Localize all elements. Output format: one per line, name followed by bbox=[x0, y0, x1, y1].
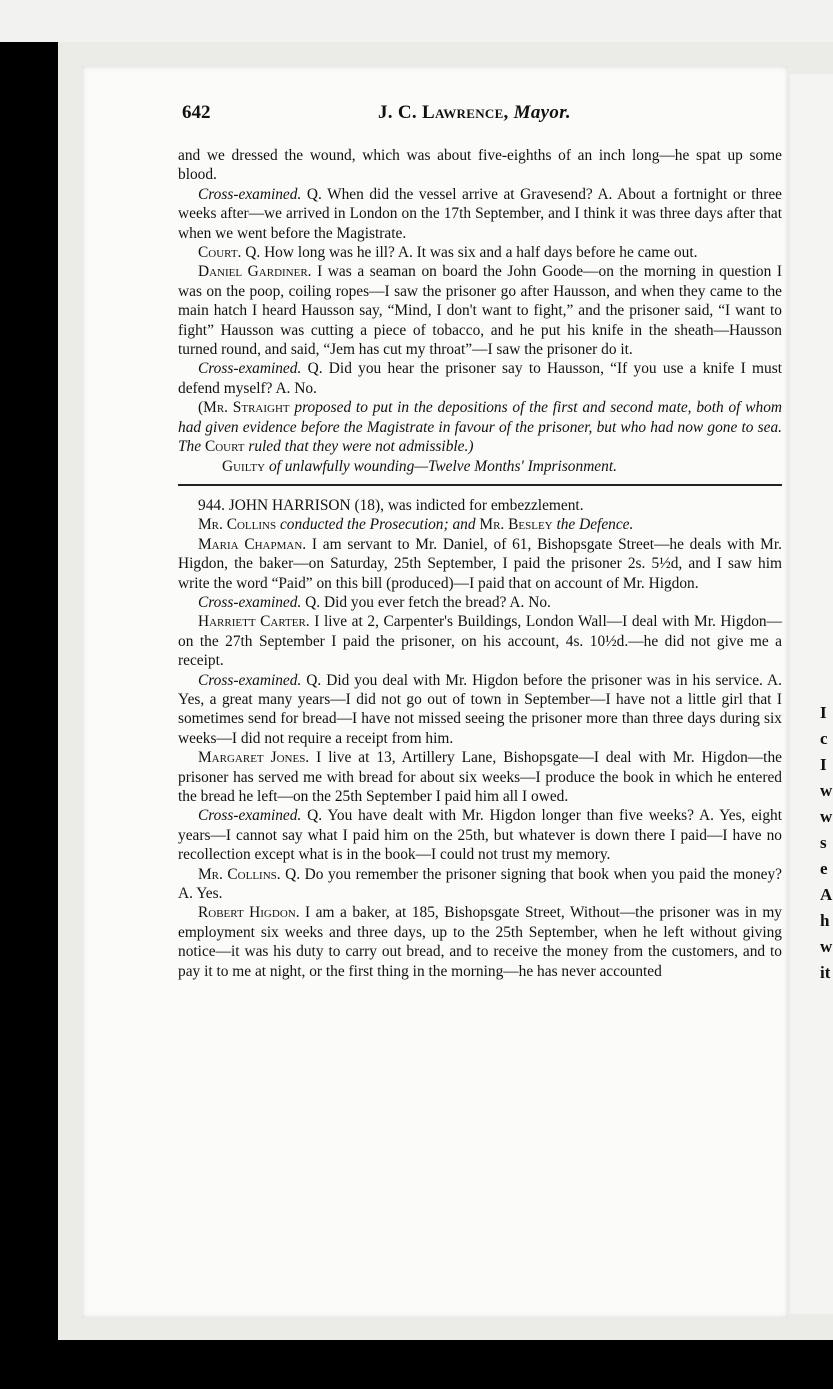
body-text bbox=[178, 146, 782, 981]
facing-page-edge bbox=[790, 74, 833, 1314]
counsel-line: Mr. Collins conducted the Prosecution; and Mr. Besley the Defence. bbox=[198, 516, 634, 534]
paragraph: Court. Q. How long was he ill? A. It was six and a half days before he came out. bbox=[198, 244, 698, 262]
running-head-title: Mayor. bbox=[513, 102, 571, 123]
paragraph: Margaret Jones. I live at 13, Artillery Lane, Bishopsgate—I deal with Mr. Higdon—the prisoner has served me with bread for about six weeks—I produce the book in which he entered the bread he left—on the 25th September I paid him all I owed. bbox=[178, 749, 782, 805]
fragment: w bbox=[820, 781, 833, 800]
paragraph: Daniel Gardiner. I was a seaman on board the John Goode—on the morning in question I was on the poop, coiling ropes—I saw the prisoner go after Hausson, and when they came to the main hatch I heard Hausson say, “Mind, I don't want to fight,” and the prisoner said, “I want to fight” Hausson was cutting a piece of tobacco, and he put his knife in the sheath—Hausson turned round, and said, “Jem has cut my throat”—I saw the prisoner do it. bbox=[178, 263, 782, 359]
top-margin-strip bbox=[0, 0, 833, 42]
fragment: h bbox=[820, 911, 830, 930]
paragraph: and we dressed the wound, which was about five-eighths of an inch long—he spat up some blood. bbox=[178, 147, 782, 184]
case-divider bbox=[178, 484, 782, 486]
page-number: 642 bbox=[182, 102, 211, 123]
facing-page-fragments bbox=[820, 700, 833, 986]
fragment: c bbox=[820, 729, 828, 748]
paragraph: Cross-examined. Q. Did you ever fetch the bread? A. No. bbox=[198, 593, 551, 611]
paragraph: Robert Higdon. I am a baker, at 185, Bishopsgate Street, Without—the prisoner was in my employment six weeks and three days, up to the 25th September, when he left without giving notice—it was his duty to carry out bread, and to receive the money from the customers, and to pay it to me at night, or the first thing in the morning—he has never accounted bbox=[178, 904, 782, 980]
paragraph: Cross-examined. Q. You have dealt with Mr. Higdon longer than five weeks? A. Yes, eight years—I cannot say what I paid him on the 25th, but whatever is down there I paid—I have no recollection except what is in the book—I could not trust my memory. bbox=[178, 807, 782, 864]
fragment: w bbox=[820, 937, 833, 956]
fragment: w bbox=[820, 807, 833, 826]
fragment: e bbox=[820, 859, 828, 878]
paragraph: Cross-examined. Q. Did you hear the prisoner say to Hausson, “If you use a knife I must defend myself? A. No. bbox=[178, 360, 782, 397]
paragraph: (Mr. Straight proposed to put in the depositions of the first and second mate, both of whom had given evidence before the Magistrate in favour of the prisoner, but who had now gone to sea. The Court ruled that they were not admissible.) bbox=[178, 399, 783, 456]
verdict: Guilty of unlawfully wounding—Twelve Months' Imprisonment. bbox=[222, 457, 617, 475]
case-title: 944. JOHN HARRISON (18), was indicted for embezzlement. bbox=[198, 496, 584, 514]
running-head bbox=[378, 102, 571, 124]
paragraph: Harriett Carter. I live at 2, Carpenter's Buildings, London Wall—I deal with Mr. Higdon—on the 27th September I paid the prisoner, on his account, 4s. 10½d.—he did not give me a receipt. bbox=[178, 613, 782, 670]
running-head-name: J. C. Lawrence, bbox=[378, 102, 509, 123]
fragment: I bbox=[820, 703, 827, 722]
fragment: s bbox=[820, 833, 827, 852]
fragment: I bbox=[820, 755, 827, 774]
paragraph: Cross-examined. Q. Did you deal with Mr. Higdon before the prisoner was in his service. A. Yes, a great many years—I did not go out of town in September—I have not a little girl that I sometimes send for bread—I have not missed seeing the prisoner more than three days during six weeks—I did not require a receipt from him. bbox=[178, 671, 782, 747]
paragraph: Cross-examined. Q. When did the vessel arrive at Gravesend? A. About a fortnight or three weeks after—we arrived in London on the 17th September, and I think it was three days after that when we went before the Magistrate. bbox=[178, 185, 782, 242]
paragraph: Maria Chapman. I am servant to Mr. Daniel, of 61, Bishopsgate Street—he deals with Mr. Higdon, the baker—on Saturday, 25th September, I paid the prisoner 2s. 5½d, and I saw him write the word “Paid” on this bill (produced)—I paid that on account of Mr. Higdon. bbox=[178, 535, 782, 592]
paragraph: Mr. Collins. Q. Do you remember the prisoner signing that book when you paid the money? A. Yes. bbox=[178, 865, 783, 903]
fragment: A bbox=[820, 885, 833, 904]
fragment: it bbox=[820, 963, 831, 982]
